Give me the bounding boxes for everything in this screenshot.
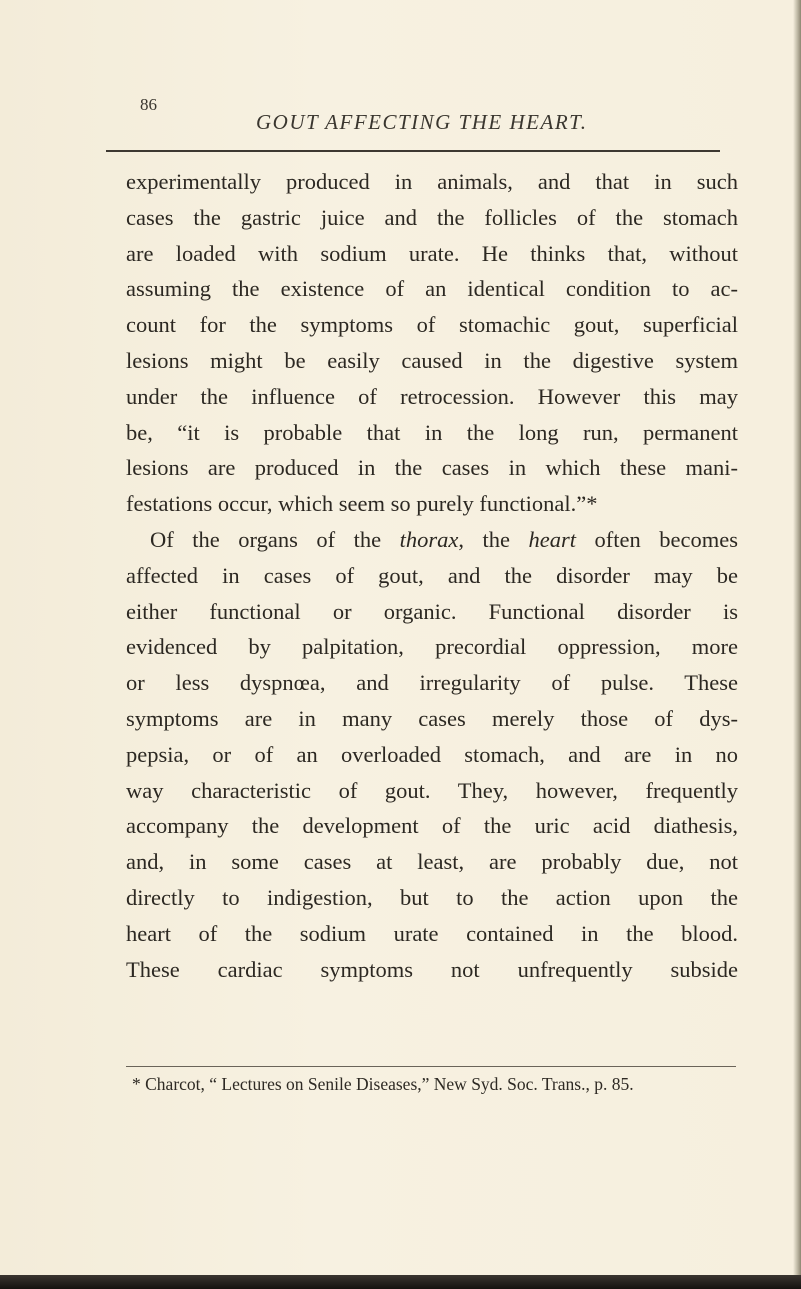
- italic-term-thorax: thorax: [399, 526, 459, 552]
- header-rule: [106, 150, 720, 152]
- page-edge-shadow: [793, 0, 801, 1289]
- text-line: either functional or organic. Functional disorder is: [126, 598, 738, 624]
- text-line: affected in cases of gout, and the disorder may be: [126, 562, 738, 588]
- text-line: be, “it is probable that in the long run, permanent: [126, 419, 738, 445]
- text-line: directly to indigestion, but to the action upon the: [126, 884, 738, 910]
- text-line: and, in some cases at least, are probably due, not: [126, 849, 738, 875]
- footnote: * Charcot, “ Lectures on Senile Diseases,” New Syd. Soc. Trans., p. 85.: [132, 1074, 634, 1094]
- text-run: Of the organs of the: [150, 526, 400, 552]
- text-run: often becomes: [576, 526, 738, 552]
- bottom-edge-band: [0, 1275, 801, 1289]
- running-title: GOUT AFFECTING THE HEART.: [256, 110, 588, 134]
- text-line: are loaded with sodium urate. He thinks that, without: [126, 240, 738, 266]
- text-line: festations occur, which seem so purely functional.”*: [126, 491, 598, 517]
- text-line: symptoms are in many cases merely those of dys-: [126, 705, 738, 731]
- text-line: lesions might be easily caused in the digestive system: [126, 347, 738, 373]
- text-line: or less dyspnœa, and irregularity of pulse. These: [126, 670, 738, 696]
- italic-term-heart: heart: [528, 526, 576, 552]
- page-number: 86: [140, 95, 157, 114]
- text-run: , the: [458, 526, 529, 552]
- text-line: under the influence of retrocession. However this may: [126, 383, 738, 409]
- text-line: lesions are produced in the cases in which these mani-: [126, 455, 738, 481]
- text-line: heart of the sodium urate contained in the blood.: [126, 920, 738, 946]
- paragraph-start-line: [126, 522, 738, 558]
- footnote-rule: [126, 1066, 736, 1067]
- text-line: count for the symptoms of stomachic gout, superficial: [126, 312, 738, 338]
- text-line: evidenced by palpitation, precordial oppression, more: [126, 634, 738, 660]
- text-line: These cardiac symptoms not unfrequently subside: [126, 956, 738, 982]
- text-line: way characteristic of gout. They, however, frequently: [126, 777, 738, 803]
- body-text: [126, 164, 738, 987]
- text-line: assuming the existence of an identical condition to ac-: [126, 276, 738, 302]
- text-line: cases the gastric juice and the follicles of the stomach: [126, 204, 738, 230]
- text-line: pepsia, or of an overloaded stomach, and are in no: [126, 741, 738, 767]
- text-line: experimentally produced in animals, and that in such: [126, 169, 738, 194]
- text-line: accompany the development of the uric acid diathesis,: [126, 813, 738, 839]
